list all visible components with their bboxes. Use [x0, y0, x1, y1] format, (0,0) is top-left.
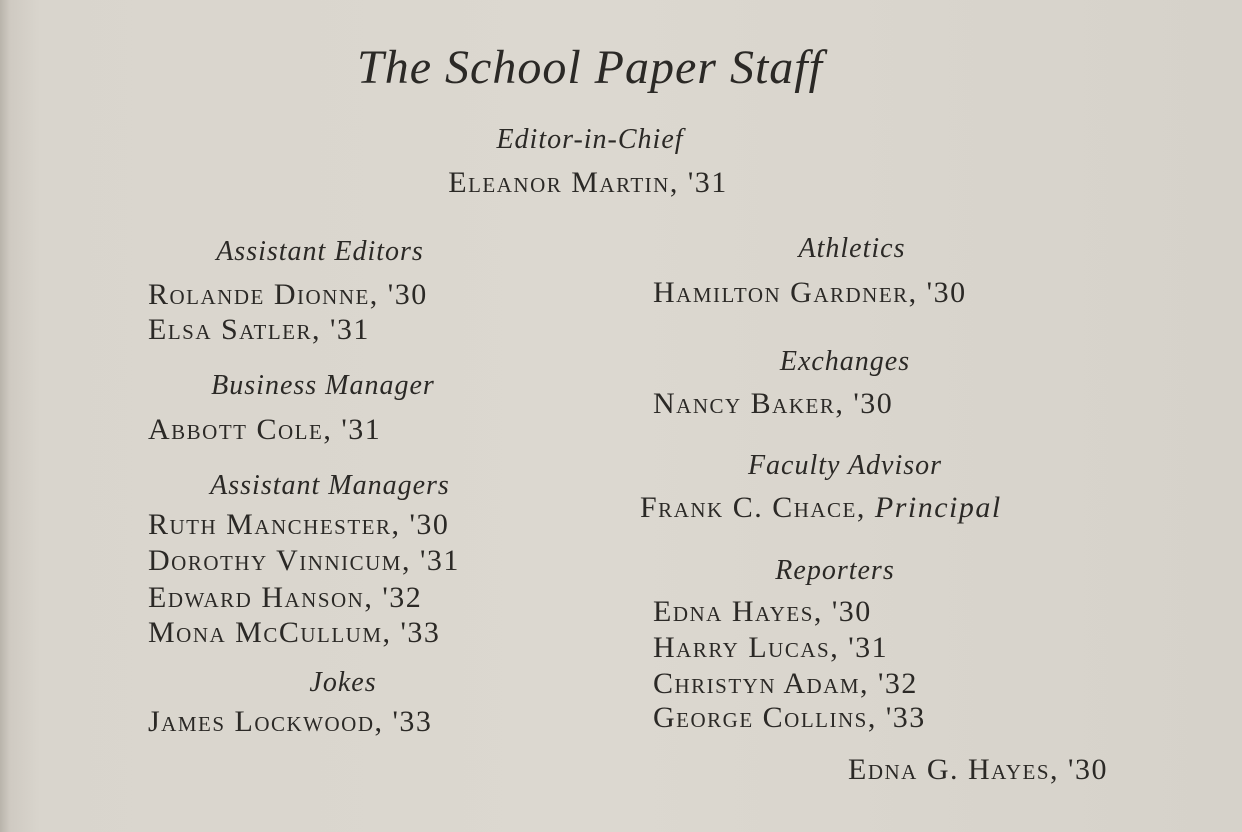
- business-manager-heading: Business Manager: [211, 370, 435, 401]
- staff-name: Abbott Cole, '31: [148, 413, 382, 446]
- staff-name: Edna Hayes, '30: [653, 595, 872, 628]
- staff-name: Ruth Manchester, '30: [148, 508, 450, 541]
- assistant-managers-heading: Assistant Managers: [210, 470, 450, 501]
- editor-in-chief-name: Eleanor Martin, '31: [448, 166, 728, 199]
- jokes-heading: Jokes: [309, 667, 377, 698]
- assistant-editors-heading: Assistant Editors: [216, 236, 424, 267]
- staff-name: Nancy Baker, '30: [653, 387, 894, 420]
- author-signature: Edna G. Hayes, '30: [848, 753, 1108, 786]
- staff-name: Edward Hanson, '32: [148, 581, 423, 614]
- advisor-name: Frank C. Chace,: [640, 491, 866, 524]
- staff-name: Rolande Dionne, '30: [148, 278, 428, 311]
- staff-name: Hamilton Gardner, '30: [653, 276, 967, 309]
- staff-name: Dorothy Vinnicum, '31: [148, 544, 460, 577]
- advisor-role: Principal: [874, 491, 1002, 524]
- faculty-advisor-name: [640, 493, 1002, 523]
- editor-in-chief-heading: Editor-in-Chief: [496, 124, 684, 155]
- reporters-heading: Reporters: [775, 555, 895, 586]
- staff-name: Christyn Adam, '32: [653, 667, 918, 700]
- page-title: The School Paper Staff: [357, 41, 823, 94]
- exchanges-heading: Exchanges: [779, 346, 911, 377]
- staff-name: James Lockwood, '33: [148, 705, 433, 738]
- staff-name: Mona McCullum, '33: [148, 616, 441, 649]
- staff-name: Elsa Satler, '31: [148, 313, 370, 346]
- athletics-heading: Athletics: [798, 233, 906, 264]
- staff-name: George Collins, '33: [653, 701, 926, 734]
- staff-name: Harry Lucas, '31: [653, 631, 889, 664]
- faculty-advisor-heading: Faculty Advisor: [747, 450, 943, 481]
